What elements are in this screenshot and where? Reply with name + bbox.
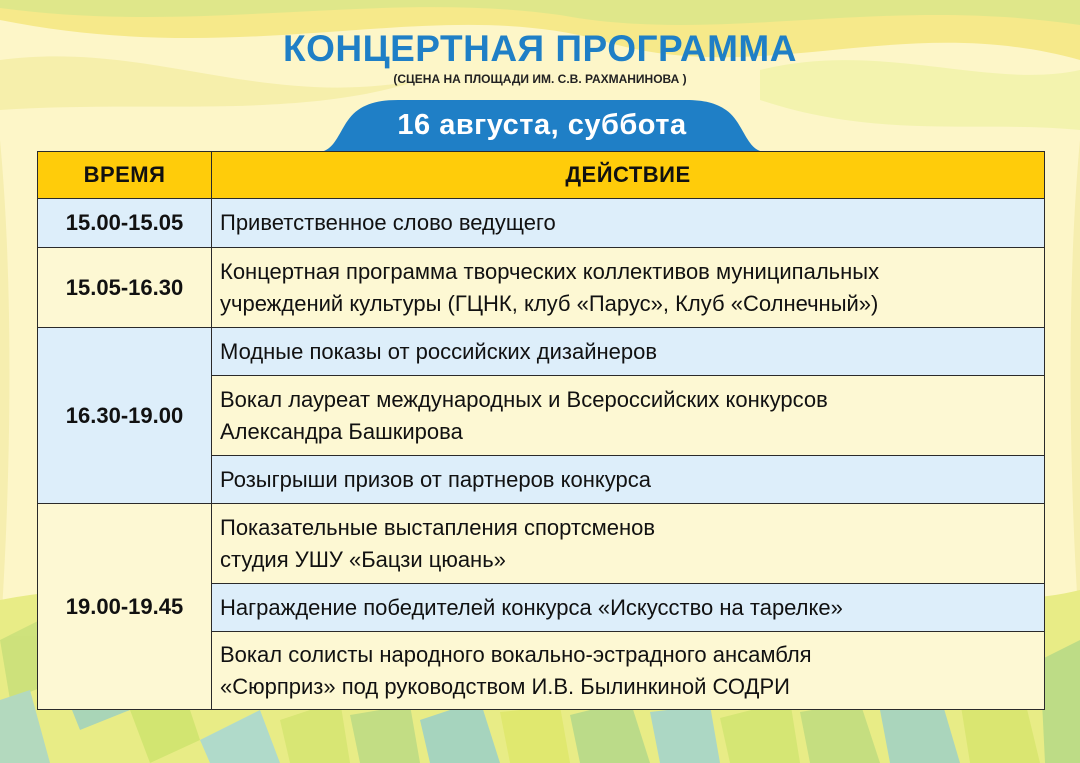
time-cell: 15.05-16.30: [38, 248, 212, 328]
date-label: 16 августа, суббота: [397, 109, 687, 141]
action-text: Вокал лауреат международных и Всероссийских конкурсов: [220, 386, 828, 412]
column-header-action: ДЕЙСТВИЕ: [212, 152, 1045, 199]
action-text: Модные показы от российских дизайнеров: [220, 338, 658, 364]
action-cell: [212, 504, 1045, 584]
action-cell: [212, 632, 1045, 710]
schedule-table: [37, 151, 1045, 710]
table-row: [38, 504, 1045, 584]
action-text: студия УШУ «Бацзи цюань»: [220, 546, 506, 572]
time-cell: 19.00-19.45: [38, 504, 212, 710]
action-text: Награждение победителей конкурса «Искусство на тарелке»: [220, 594, 843, 620]
action-text: Концертная программа творческих коллективов муниципальных: [220, 258, 880, 284]
table-row: [38, 248, 1045, 328]
action-cell: [212, 456, 1045, 504]
action-text: «Сюрприз» под руководством И.В. Былинкиной СОДРИ: [220, 673, 790, 699]
action-text: Приветственное слово ведущего: [220, 210, 556, 235]
action-cell: [212, 376, 1045, 456]
action-cell: [212, 584, 1045, 632]
action-text: Показательные выстапления спортсменов: [220, 514, 656, 540]
action-text: учреждений культуры (ГЦНК, клуб «Парус», Клуб «Солнечный»): [220, 290, 879, 316]
action-cell: [212, 248, 1045, 328]
action-cell: [212, 199, 1045, 248]
date-tab: [318, 100, 766, 152]
action-cell: [212, 328, 1045, 376]
table-header-row: [38, 152, 1045, 199]
action-text: Розыгрыши призов от партнеров конкурса: [220, 466, 651, 492]
page-title: КОНЦЕРТНАЯ ПРОГРАММА: [283, 28, 797, 69]
action-text: Вокал солисты народного вокально-эстрадного ансамбля: [220, 641, 812, 667]
time-cell: 15.00-15.05: [38, 199, 212, 248]
table-row: [38, 199, 1045, 248]
table-row: [38, 328, 1045, 376]
time-cell: 16.30-19.00: [38, 328, 212, 504]
page-subtitle: (СЦЕНА НА ПЛОЩАДИ ИМ. С.В. РАХМАНИНОВА ): [393, 72, 687, 86]
column-header-time: ВРЕМЯ: [38, 152, 212, 199]
action-text: Александра Башкирова: [220, 418, 463, 444]
